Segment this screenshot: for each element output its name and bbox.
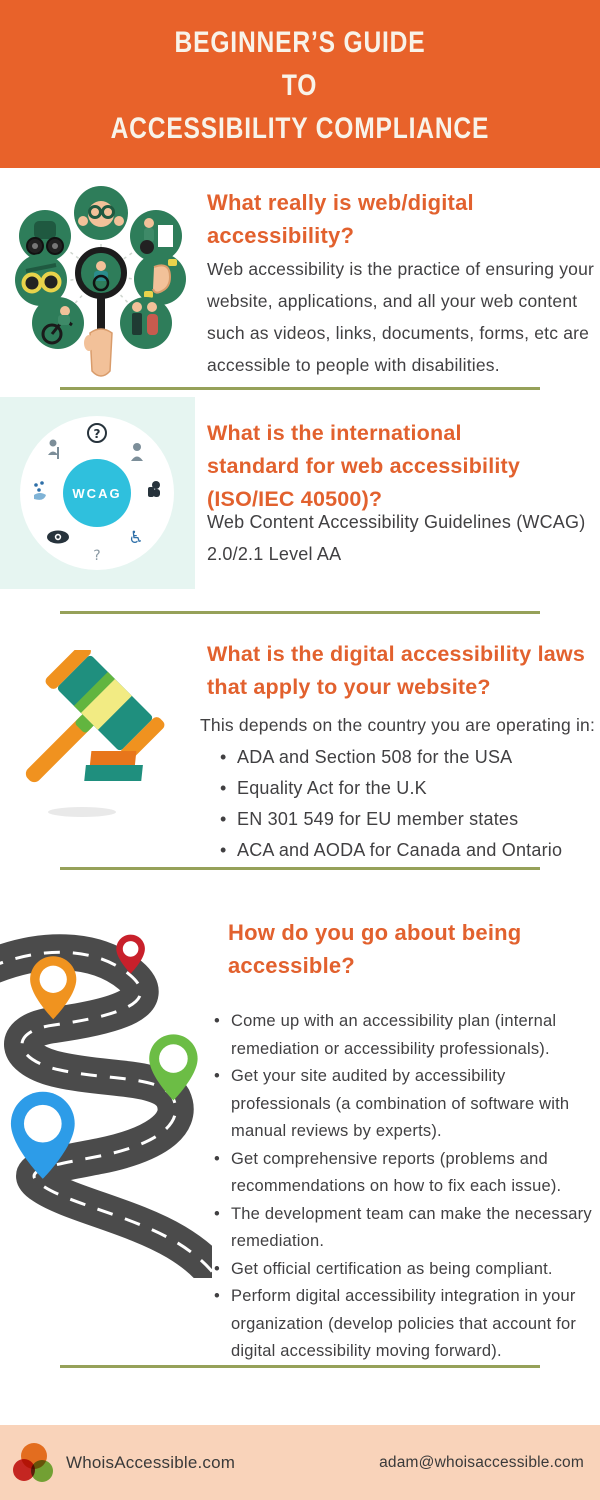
how-bullet: • Get your site audited by accessibility professionals (a combination of software with manual reviews by experts). bbox=[212, 1063, 598, 1146]
laws-bullet: • ADA and Section 508 for the USA bbox=[218, 742, 588, 773]
contact-email[interactable]: adam@whoisaccessible.com bbox=[379, 1453, 584, 1471]
laws-bullet: • ACA and AODA for Canada and Ontario bbox=[218, 835, 588, 866]
title-line-2: TO bbox=[282, 69, 318, 102]
laws-bullet: • EN 301 549 for EU member states bbox=[218, 804, 588, 835]
title-line-3: ACCESSIBILITY COMPLIANCE bbox=[110, 112, 490, 145]
section-divider-3 bbox=[60, 867, 540, 870]
wcag-wheel-illustration bbox=[0, 397, 195, 589]
wcag-illustration-tile bbox=[0, 397, 195, 589]
how-bullet: • Come up with an accessibility plan (internal remediation or accessibility professionals). bbox=[212, 1008, 598, 1063]
title-line-1: BEGINNER’S GUIDE bbox=[174, 26, 426, 59]
brand-block[interactable] bbox=[12, 1441, 235, 1485]
gavel-shadow bbox=[48, 807, 116, 817]
section-divider-2 bbox=[60, 611, 540, 614]
title-banner bbox=[0, 0, 600, 168]
magnifier-hand-icon bbox=[78, 250, 124, 376]
question-icon bbox=[93, 548, 100, 564]
section-divider-1 bbox=[60, 387, 540, 390]
whoisaccessible-logo-icon bbox=[12, 1441, 58, 1485]
gavel-mallet bbox=[20, 650, 167, 821]
how-section-heading: How do you go about being accessible? bbox=[228, 920, 522, 978]
wheelchair-bag-icon bbox=[19, 210, 71, 262]
low-vision-face-icon bbox=[74, 186, 128, 240]
mobility-bike-icon bbox=[32, 297, 84, 349]
gavel-sound-block bbox=[84, 751, 143, 781]
people-pair-icon bbox=[120, 297, 172, 349]
roadmap-illustration bbox=[0, 930, 212, 1278]
laws-bullet: • Equality Act for the U.K bbox=[218, 773, 588, 804]
footer-bar bbox=[0, 1425, 600, 1500]
svg-text:?: ? bbox=[93, 548, 101, 564]
how-bullet: • Get comprehensive reports (problems and recommendations on how to fix each issue). bbox=[212, 1146, 598, 1201]
brand-name[interactable]: WhoisAccessible.com bbox=[66, 1452, 236, 1472]
wcag-badge-label: WCAG bbox=[72, 486, 122, 501]
section-divider-4 bbox=[60, 1365, 540, 1368]
eye-icon bbox=[47, 531, 69, 544]
gavel-illustration bbox=[20, 650, 200, 840]
how-bullet: • Perform digital accessibility integration in your organization (develop policies that account for digital accessibility moving forward). bbox=[212, 1283, 598, 1366]
how-bullet: • Get official certification as being compliant. bbox=[212, 1256, 598, 1284]
svg-text:♿: ♿ bbox=[128, 528, 144, 548]
svg-text:?: ? bbox=[93, 427, 101, 441]
laws-section-intro: This depends on the country you are operating in: bbox=[200, 715, 596, 735]
hearing-ear-icon bbox=[134, 253, 186, 305]
laws-bullet-list bbox=[218, 742, 588, 866]
how-bullet-list bbox=[212, 1008, 598, 1366]
standard-section-body: Web Content Accessibility Guidelines (WCAG) 2.0/2.1 Level AA bbox=[207, 512, 586, 564]
laws-section-heading: What is the digital accessibility laws that apply to your website? bbox=[207, 642, 585, 699]
wheelchair-icon bbox=[128, 528, 143, 548]
intro-section-heading: What really is web/digital accessibility? bbox=[207, 190, 474, 248]
disability-icons-ring-illustration bbox=[8, 183, 203, 388]
intro-section-body: Web accessibility is the practice of ensuring your website, applications, and all your web content such as videos, links, documents, forms, etc are accessible to people with disabilities. bbox=[207, 259, 595, 375]
standard-section-heading: What is the international standard for web accessibility (ISO/IEC 40500)? bbox=[207, 421, 521, 511]
how-bullet: • The development team can make the necessary remediation. bbox=[212, 1201, 598, 1256]
